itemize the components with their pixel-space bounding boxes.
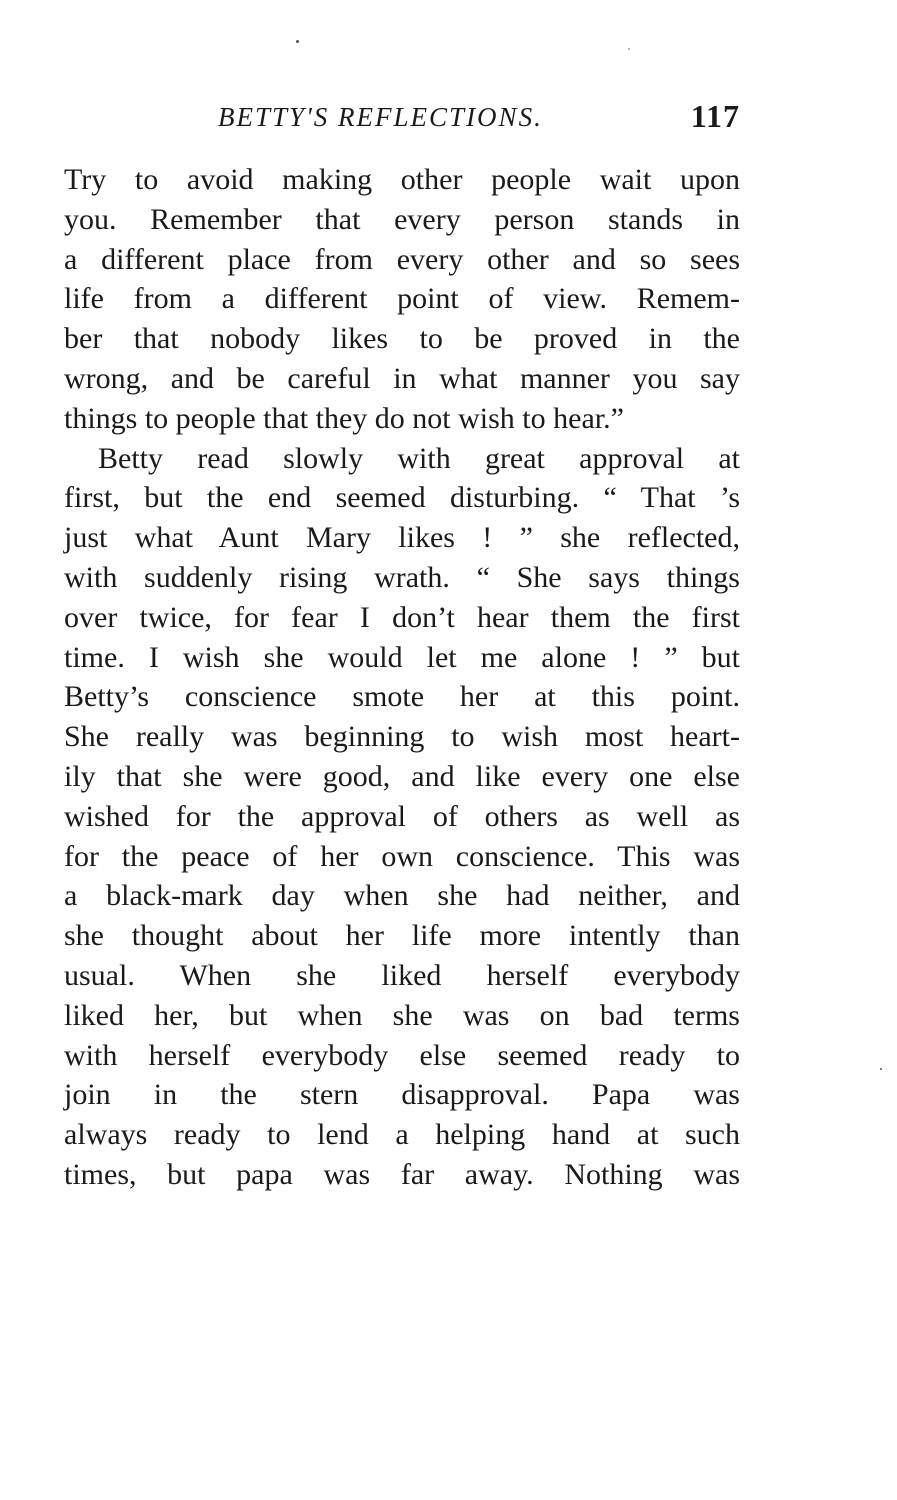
text-line: Betty read slowly with great approval at xyxy=(98,441,740,475)
text-line: ily that she were good, and like every one else xyxy=(64,759,740,793)
paper-speck xyxy=(296,40,299,43)
paper-speck xyxy=(880,1068,882,1070)
text-line: times, but papa was far away. Nothing was xyxy=(64,1157,740,1191)
text-line: time. I wish she would let me alone ! ” but xyxy=(64,640,740,674)
text-line: you. Remember that every person stands in xyxy=(64,202,740,236)
body-text xyxy=(64,160,740,1195)
text-line: ber that nobody likes to be proved in the xyxy=(64,322,740,356)
text-line: she thought about her life more intently than xyxy=(64,919,740,953)
text-line: usual. When she liked herself everybody xyxy=(64,958,740,992)
text-line: first, but the end seemed disturbing. “ That ’s xyxy=(64,481,740,515)
text-line: just what Aunt Mary likes ! ” she reflected, xyxy=(64,521,740,555)
text-line: over twice, for fear I don’t hear them the first xyxy=(64,600,740,634)
text-line: join in the stern disapproval. Papa was xyxy=(64,1078,740,1112)
page-header xyxy=(64,98,740,142)
text-line: for the peace of her own conscience. This was xyxy=(64,839,740,873)
running-head: BETTY'S REFLECTIONS. xyxy=(218,102,543,132)
page-number: 117 xyxy=(690,98,740,134)
text-line: always ready to lend a helping hand at such xyxy=(64,1118,740,1152)
text-line: Betty’s conscience smote her at this point. xyxy=(64,680,740,714)
text-line: wished for the approval of others as well as xyxy=(64,799,740,833)
text-line: with herself everybody else seemed ready to xyxy=(64,1038,740,1072)
text-line: liked her, but when she was on bad terms xyxy=(64,998,740,1032)
text-line: She really was beginning to wish most heart- xyxy=(64,720,740,754)
text-line: a black-mark day when she had neither, and xyxy=(64,879,740,913)
text-line: wrong, and be careful in what manner you say xyxy=(64,361,740,395)
text-line: Try to avoid making other people wait upon xyxy=(64,163,740,196)
text-line: things to people that they do not wish to hear.” xyxy=(64,401,624,435)
text-line: life from a different point of view. Remem- xyxy=(64,282,740,316)
text-line: a different place from every other and so sees xyxy=(64,242,740,276)
paper-speck xyxy=(628,48,630,50)
text-line: with suddenly rising wrath. “ She says things xyxy=(64,560,740,594)
